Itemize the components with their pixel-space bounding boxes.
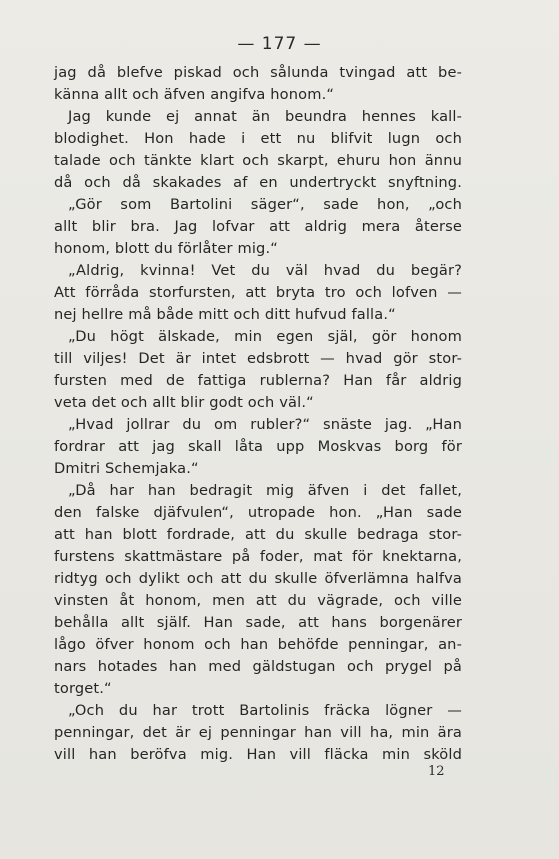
text-line: „Aldrig, kvinna! Vet du väl hvad du begär? — [68, 262, 462, 279]
body-text — [54, 62, 462, 766]
text-line: ridtyg och dylikt och att du skulle öfverlämna halfva — [54, 570, 462, 587]
text-line: penningar, det är ej penningar han vill ha, min ära — [54, 724, 462, 741]
text-line: att han blott fordrade, att du skulle bedraga stor- — [54, 526, 462, 543]
text-line: veta det och allt blir godt och väl.“ — [54, 394, 314, 411]
text-line: talade och tänkte klart och skarpt, ehuru hon ännu — [54, 152, 462, 169]
text-line: till viljes! Det är intet edsbrott — hvad gör stor- — [54, 350, 462, 367]
text-line: jag då blefve piskad och sålunda tvingad att be- — [54, 64, 462, 81]
text-line: „Hvad jollrar du om rubler?“ snäste jag. „Han — [68, 416, 462, 433]
text-line: torget.“ — [54, 680, 112, 697]
page-number: — 177 — — [237, 34, 322, 54]
text-line: blodighet. Hon hade i ett nu blifvit lugn och — [54, 130, 462, 147]
text-line: då och då skakades af en undertryckt snyftning. — [54, 174, 462, 191]
text-line: furstens skattmästare på foder, mat för knektarna, — [54, 548, 462, 565]
text-line: nej hellre må både mitt och ditt hufvud falla.“ — [54, 306, 396, 323]
text-line: „Och du har trott Bartolinis fräcka lögner — — [68, 702, 462, 719]
text-line: vinsten åt honom, men att du vägrade, och ville — [54, 592, 462, 609]
text-line: den falske djäfvulen“, utropade hon. „Han sade — [54, 504, 462, 521]
text-line: lågo öfver honom och han behöfde penningar, an- — [54, 636, 462, 653]
text-line: behålla allt själf. Han sade, att hans borgenärer — [54, 614, 462, 631]
text-line: Att förråda storfursten, att bryta tro och lofven — — [54, 284, 462, 301]
text-line: känna allt och äfven angifva honom.“ — [54, 86, 335, 103]
text-line: „Då har han bedragit mig äfven i det fallet, — [68, 482, 462, 499]
text-line: „Du högt älskade, min egen själ, gör honom — [68, 328, 462, 345]
text-line: honom, blott du förlåter mig.“ — [54, 240, 278, 257]
text-line: „Gör som Bartolini säger“, sade hon, „och — [68, 196, 462, 213]
text-line: allt blir bra. Jag lofvar att aldrig mera återse — [54, 218, 462, 235]
text-line: fordrar att jag skall låta upp Moskvas borg för — [54, 438, 462, 455]
text-line: Jag kunde ej annat än beundra hennes kall- — [68, 108, 462, 125]
text-line: fursten med de fattiga rublerna? Han får aldrig — [54, 372, 462, 389]
text-line: nars hotades han med gäldstugan och prygel på — [54, 658, 462, 675]
signature-mark: 12 — [428, 764, 445, 779]
text-line: Dmitri Schemjaka.“ — [54, 460, 199, 477]
text-line: vill han beröfva mig. Han vill fläcka min sköld — [54, 746, 462, 763]
